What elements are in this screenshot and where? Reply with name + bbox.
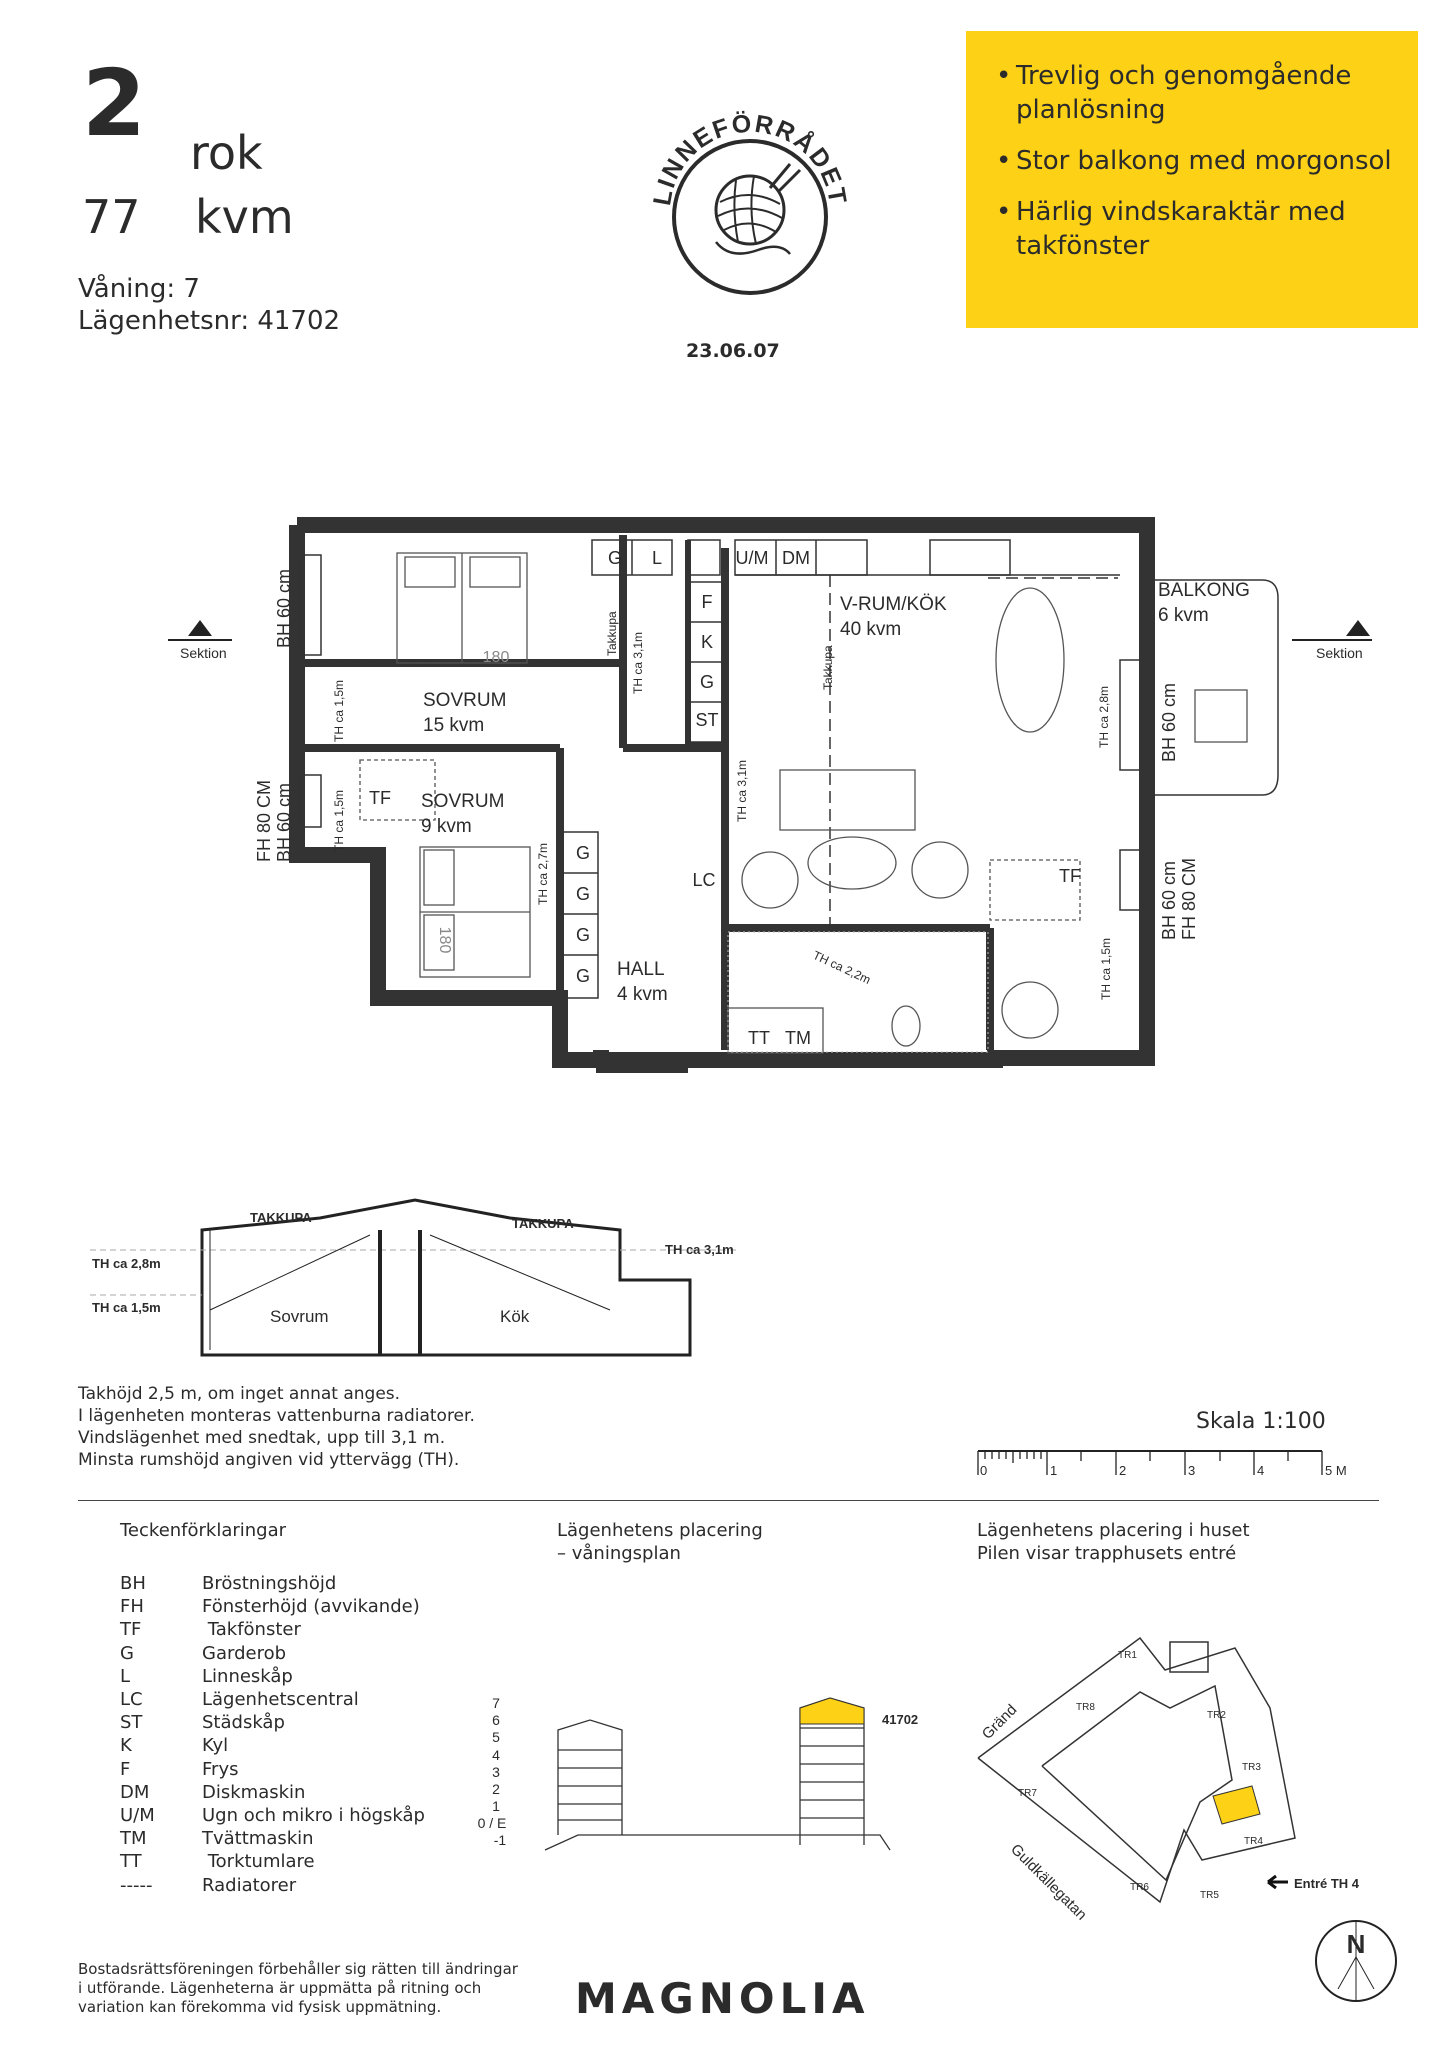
room-area: 6 kvm bbox=[1158, 605, 1209, 626]
linneforradet-logo bbox=[640, 92, 860, 312]
legend-row bbox=[120, 1758, 425, 1781]
fixture-label: F bbox=[701, 592, 713, 612]
floor-number: -1 bbox=[493, 1832, 507, 1848]
ceiling-note: TH ca 2,7m bbox=[536, 842, 550, 905]
room-area: 15 kvm bbox=[423, 715, 485, 736]
floor-number: 4 bbox=[492, 1747, 500, 1763]
window-note: BH 60 cm bbox=[1159, 682, 1179, 762]
section-drawing bbox=[80, 1190, 740, 1370]
room-area: 40 kvm bbox=[840, 619, 902, 640]
section-height: TH ca 3,1m bbox=[665, 1242, 734, 1257]
legend-key: TM bbox=[120, 1828, 147, 1850]
legend-value: Lägenhetscentral bbox=[202, 1689, 359, 1711]
legend-row bbox=[120, 1874, 425, 1897]
legend-row bbox=[120, 1572, 425, 1595]
svg-text:Sektion: Sektion bbox=[1316, 645, 1363, 661]
brand-logo: MAGNOLIA bbox=[575, 1974, 870, 2023]
legend-key: F bbox=[120, 1758, 131, 1780]
window-note: BH 60 cm bbox=[274, 782, 294, 862]
floor-number: 6 bbox=[492, 1712, 500, 1728]
floor-number: 3 bbox=[492, 1764, 500, 1780]
scale-bar bbox=[975, 1445, 1355, 1485]
fixture-label: G bbox=[575, 884, 591, 904]
compass-letter: N bbox=[1346, 1929, 1366, 1959]
logo-text: LINNEFÖRRÅDET bbox=[648, 109, 852, 208]
room-name: HALL bbox=[617, 959, 665, 980]
legend-row bbox=[120, 1781, 425, 1804]
legend-key: TT bbox=[120, 1851, 142, 1873]
room-name: SOVRUM bbox=[423, 690, 507, 711]
legend-value: Torktumlare bbox=[202, 1851, 315, 1873]
bed-size: 180 bbox=[482, 649, 510, 666]
north-arrow-icon bbox=[1312, 1917, 1400, 2005]
stair-label: TR5 bbox=[1200, 1890, 1219, 1901]
ceiling-note: TH ca 3,1m bbox=[631, 631, 645, 694]
legend-title: Teckenförklaringar bbox=[120, 1520, 287, 1541]
section-room: Sovrum bbox=[270, 1307, 329, 1326]
floor-number: 5 bbox=[492, 1729, 500, 1745]
disclaimer-line: variation kan förekomma vid fysisk uppmätning. bbox=[78, 1998, 442, 2016]
fixture-label: TF bbox=[369, 788, 391, 808]
legend-row bbox=[120, 1827, 425, 1850]
disclaimer-line: i utförande. Lägenheterna är uppmätta på ritning och bbox=[78, 1979, 482, 1997]
stair-label: TR2 bbox=[1207, 1710, 1226, 1721]
section-height: TH ca 1,5m bbox=[92, 1300, 161, 1315]
floor-plan bbox=[150, 500, 1363, 1140]
house-placement-title bbox=[977, 1519, 1250, 1565]
apartment-location bbox=[1213, 1786, 1260, 1824]
dormer-note: Takkupa bbox=[821, 645, 835, 690]
area-value: 77 bbox=[82, 190, 141, 244]
fixture-label: LC bbox=[692, 870, 716, 890]
legend-key: BH bbox=[120, 1573, 146, 1594]
bed-size: 180 bbox=[436, 926, 453, 954]
stair-label: TR6 bbox=[1130, 1882, 1149, 1893]
fixture-label: G bbox=[575, 925, 591, 945]
legend-key: DM bbox=[120, 1781, 150, 1803]
note-line: I lägenheten monteras vattenburna radiatorer. bbox=[78, 1406, 475, 1426]
legend-row bbox=[120, 1850, 425, 1873]
fixture-label: G bbox=[575, 843, 591, 863]
room-count-unit: rok bbox=[190, 126, 263, 180]
room-name: BALKONG bbox=[1158, 580, 1250, 601]
legend-value: Kyl bbox=[202, 1735, 229, 1757]
fixture-label: L bbox=[651, 548, 663, 568]
legend-key: G bbox=[120, 1642, 134, 1664]
highlights-box bbox=[966, 31, 1418, 328]
street-label: Gränd bbox=[978, 1701, 1021, 1743]
window-note: BH 60 cm bbox=[1159, 860, 1179, 940]
ceiling-note: TH ca 3,1m bbox=[735, 759, 749, 822]
stair-label: TR1 bbox=[1118, 1650, 1137, 1661]
street-label: Guldkällegatan bbox=[1007, 1840, 1090, 1924]
highlight-item: • Stor balkong med morgonsol bbox=[996, 144, 1398, 178]
notes bbox=[78, 1383, 475, 1471]
highlight-item: • Trevlig och genomgående planlösning bbox=[996, 59, 1398, 127]
fixture-label: ST bbox=[695, 710, 719, 730]
legend-value: Fönsterhöjd (avvikande) bbox=[202, 1596, 420, 1618]
fixture-label: TT bbox=[748, 1028, 770, 1048]
fixture-label: G bbox=[607, 548, 623, 568]
note-line: Vindslägenhet med snedtak, upp till 3,1 m. bbox=[78, 1428, 446, 1448]
section-label: TAKKUPA bbox=[512, 1216, 574, 1231]
disclaimer-line: Bostadsrättsföreningen förbehåller sig rätten till ändringar bbox=[78, 1960, 518, 1978]
highlight-item: • Härlig vindskaraktär med takfönster bbox=[996, 195, 1398, 263]
window-note: BH 60 cm bbox=[274, 568, 294, 648]
legend-key: U/M bbox=[120, 1805, 155, 1827]
fixture-label: TF bbox=[1059, 866, 1081, 886]
placement-title bbox=[557, 1519, 763, 1565]
legend-key: ----- bbox=[120, 1874, 153, 1896]
legend-value: Garderob bbox=[202, 1642, 287, 1664]
ceiling-note: TH ca 1,5m bbox=[332, 679, 346, 742]
fixture-label: TM bbox=[785, 1028, 811, 1048]
section-height: TH ca 2,8m bbox=[92, 1256, 161, 1271]
placement-title-line: Lägenhetens placering bbox=[557, 1520, 763, 1541]
apartment-tag: 41702 bbox=[882, 1712, 919, 1727]
floor-elevation bbox=[470, 1690, 919, 1870]
legend-value: Städskåp bbox=[202, 1712, 285, 1734]
floor-number: 2 bbox=[492, 1781, 500, 1797]
scale-tick: 3 bbox=[1188, 1463, 1196, 1478]
section-marker-left bbox=[168, 620, 232, 661]
legend-value: Tvättmaskin bbox=[202, 1828, 314, 1850]
house-title-line: Lägenhetens placering i huset bbox=[977, 1520, 1250, 1541]
yarn-ball-icon bbox=[716, 176, 784, 244]
apartment-number: Lägenhetsnr: 41702 bbox=[78, 306, 341, 336]
legend-value: Takfönster bbox=[202, 1619, 301, 1641]
placement-title-line: – våningsplan bbox=[557, 1543, 681, 1564]
scale-tick: 2 bbox=[1119, 1463, 1127, 1478]
divider bbox=[78, 1500, 1379, 1501]
room-area: 9 kvm bbox=[421, 816, 472, 837]
scale-tick: 4 bbox=[1257, 1463, 1265, 1478]
stair-label: TR7 bbox=[1018, 1788, 1037, 1799]
legend-row bbox=[120, 1734, 425, 1757]
document-date: 23.06.07 bbox=[686, 340, 780, 362]
entrance-label: Entré TH 4 bbox=[1294, 1876, 1360, 1891]
legend-key: TF bbox=[120, 1619, 142, 1641]
legend-key: K bbox=[120, 1735, 132, 1757]
legend-key: ST bbox=[120, 1712, 143, 1734]
legend-value: Linneskåp bbox=[202, 1665, 293, 1687]
floor-number: 1 bbox=[492, 1798, 500, 1814]
floor-label: Våning: 7 bbox=[78, 274, 200, 304]
site-plan bbox=[970, 1590, 1360, 1924]
section-label: TAKKUPA bbox=[250, 1210, 312, 1225]
stair-label: TR8 bbox=[1076, 1702, 1095, 1713]
fixture-label: G bbox=[699, 672, 715, 692]
legend-key: L bbox=[120, 1665, 131, 1687]
scale-label: Skala 1:100 bbox=[1196, 1409, 1326, 1434]
legend-key: LC bbox=[120, 1689, 143, 1711]
fixture-label: U/M bbox=[735, 548, 769, 568]
room-name: SOVRUM bbox=[421, 791, 505, 812]
legend-key: FH bbox=[120, 1596, 144, 1618]
scale-tick: 0 bbox=[980, 1463, 988, 1478]
legend-row bbox=[120, 1595, 425, 1618]
room-area: 4 kvm bbox=[617, 984, 668, 1005]
legend-value: Frys bbox=[202, 1758, 239, 1780]
window-note: FH 80 CM bbox=[254, 779, 274, 862]
legend-value: Bröstningshöjd bbox=[202, 1573, 337, 1594]
ceiling-note: TH ca 1,5m bbox=[1099, 937, 1113, 1000]
window-note: FH 80 CM bbox=[1179, 857, 1199, 940]
svg-text:Sektion: Sektion bbox=[180, 645, 227, 661]
legend-value: Ugn och mikro i högskåp bbox=[202, 1805, 425, 1827]
scale-tick: 5 M bbox=[1325, 1463, 1347, 1478]
disclaimer bbox=[78, 1960, 518, 2017]
note-line: Minsta rumshöjd angiven vid yttervägg (TH). bbox=[78, 1450, 460, 1470]
fixture-label: K bbox=[700, 632, 714, 652]
ceiling-note: TH ca 2,8m bbox=[1097, 685, 1111, 748]
section-marker-right bbox=[1292, 620, 1372, 661]
ceiling-note: TH ca 2,2m bbox=[810, 948, 873, 987]
area-unit: kvm bbox=[195, 190, 294, 244]
room-count: 2 bbox=[82, 50, 147, 157]
stair-label: TR4 bbox=[1244, 1836, 1263, 1847]
fixture-label: G bbox=[575, 966, 591, 986]
entrance-arrow-icon bbox=[1268, 1876, 1288, 1888]
dormer-note: Takkupa bbox=[605, 611, 619, 656]
house-title-line: Pilen visar trapphusets entré bbox=[977, 1543, 1237, 1564]
ceiling-note: TH ca 1,5m bbox=[332, 789, 346, 852]
legend-row bbox=[120, 1711, 425, 1734]
floor-number: 7 bbox=[492, 1695, 500, 1711]
section-room: Kök bbox=[500, 1307, 530, 1326]
legend-row bbox=[120, 1642, 425, 1665]
room-name: V-RUM/KÖK bbox=[840, 594, 947, 615]
legend-row bbox=[120, 1665, 425, 1688]
legend-value: Radiatorer bbox=[202, 1874, 297, 1896]
legend bbox=[120, 1572, 425, 1897]
highlighted-floor bbox=[800, 1698, 864, 1724]
legend-row bbox=[120, 1618, 425, 1641]
scale-tick: 1 bbox=[1050, 1463, 1058, 1478]
floor-number: 0 / E bbox=[477, 1815, 507, 1831]
stair-label: TR3 bbox=[1242, 1762, 1261, 1773]
note-line: Takhöjd 2,5 m, om inget annat anges. bbox=[78, 1384, 401, 1404]
fixture-label: DM bbox=[782, 548, 810, 568]
legend-row bbox=[120, 1688, 425, 1711]
legend-value: Diskmaskin bbox=[202, 1781, 306, 1803]
legend-row bbox=[120, 1804, 425, 1827]
